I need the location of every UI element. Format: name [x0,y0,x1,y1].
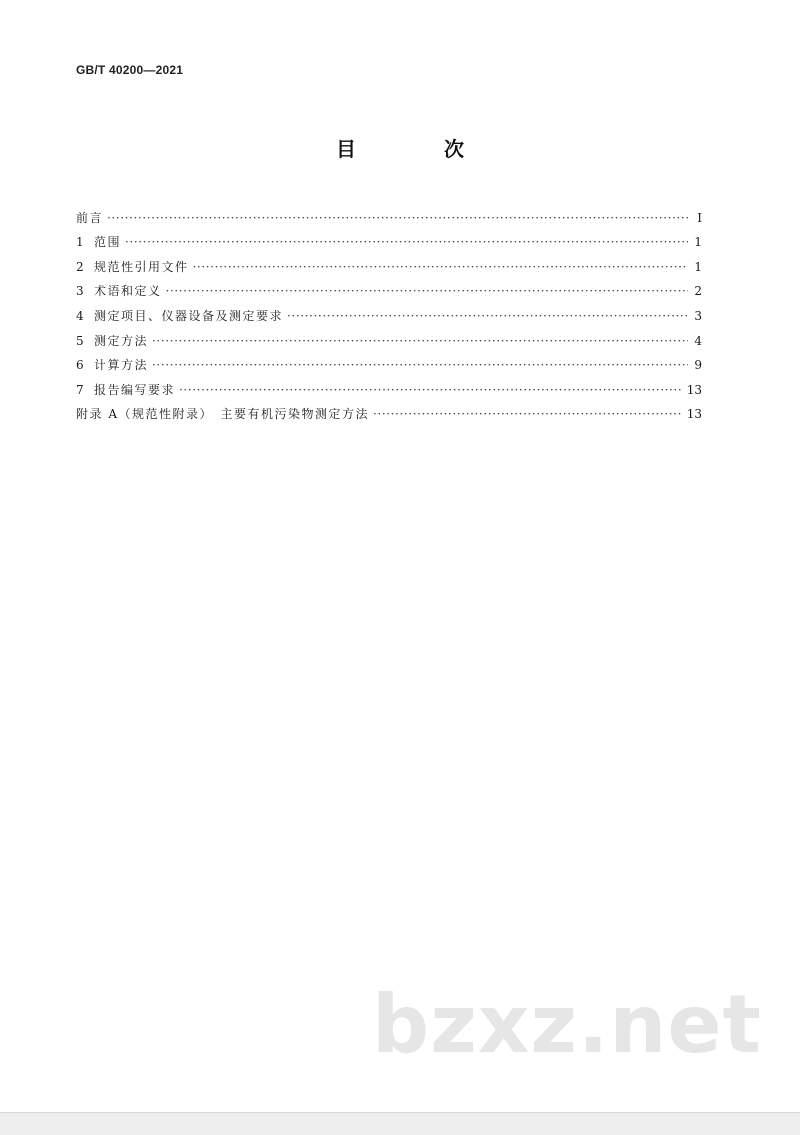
toc-entry-measurement-items[interactable] [76,299,702,324]
standard-code: GB/T 40200—2021 [76,63,184,77]
toc-entry-normative-references[interactable] [76,250,702,275]
toc-entry-label: 规范性引用文件 [94,259,189,274]
toc-title: 目 次 [336,137,498,161]
toc-entry-page: 2 [694,284,702,299]
toc-entry-page: 1 [694,259,702,274]
toc-leader-dots [193,259,688,275]
toc-leader-dots [287,308,688,324]
page-bottom-edge [0,1112,800,1135]
toc-leader-dots [107,210,688,226]
toc-leader-dots [152,357,688,373]
toc-entry-scope[interactable] [76,226,702,251]
toc-leader-dots [166,283,688,299]
toc-entry-label: 报告编写要求 [94,382,176,397]
toc-entry-report-requirements[interactable] [76,373,702,398]
toc-entry-page: Ⅰ [697,210,702,225]
toc-entry-measurement-methods[interactable] [76,324,702,349]
toc-list [76,201,702,422]
toc-entry-number: 3 [76,284,84,299]
toc-entry-number: 5 [76,333,84,348]
toc-leader-dots [373,406,683,422]
toc-leader-dots [152,333,688,349]
toc-entry-page: 4 [694,333,702,348]
toc-leader-dots [179,382,683,398]
toc-entry-number: 6 [76,358,84,373]
toc-entry-page: 13 [686,407,702,422]
toc-entry-label: 术语和定义 [94,284,162,299]
toc-entry-number: 7 [76,382,84,397]
toc-entry-number: 1 [76,235,84,250]
toc-entry-label: 前言 [76,210,104,225]
toc-entry-label: 计算方法 [94,358,149,373]
toc-entry-page: 9 [694,358,702,373]
toc-entry-number: 4 [76,308,84,323]
toc-entry-page: 1 [694,235,702,250]
toc-entry-page: 3 [694,308,702,323]
toc-entry-label: 附录 A（规范性附录） 主要有机污染物测定方法 [76,407,369,422]
toc-entry-foreword[interactable] [76,201,702,226]
toc-entry-calculation-methods[interactable] [76,349,702,374]
toc-entry-terms-definitions[interactable] [76,275,702,300]
toc-entry-number: 2 [76,259,84,274]
toc-entry-annex-a[interactable] [76,398,702,423]
toc-entry-label: 范围 [94,235,122,250]
toc-entry-label: 测定项目、仪器设备及测定要求 [94,308,284,323]
watermark: bzxz.net [372,978,762,1071]
toc-entry-label: 测定方法 [94,333,149,348]
toc-leader-dots [125,234,688,250]
toc-entry-page: 13 [686,382,702,397]
